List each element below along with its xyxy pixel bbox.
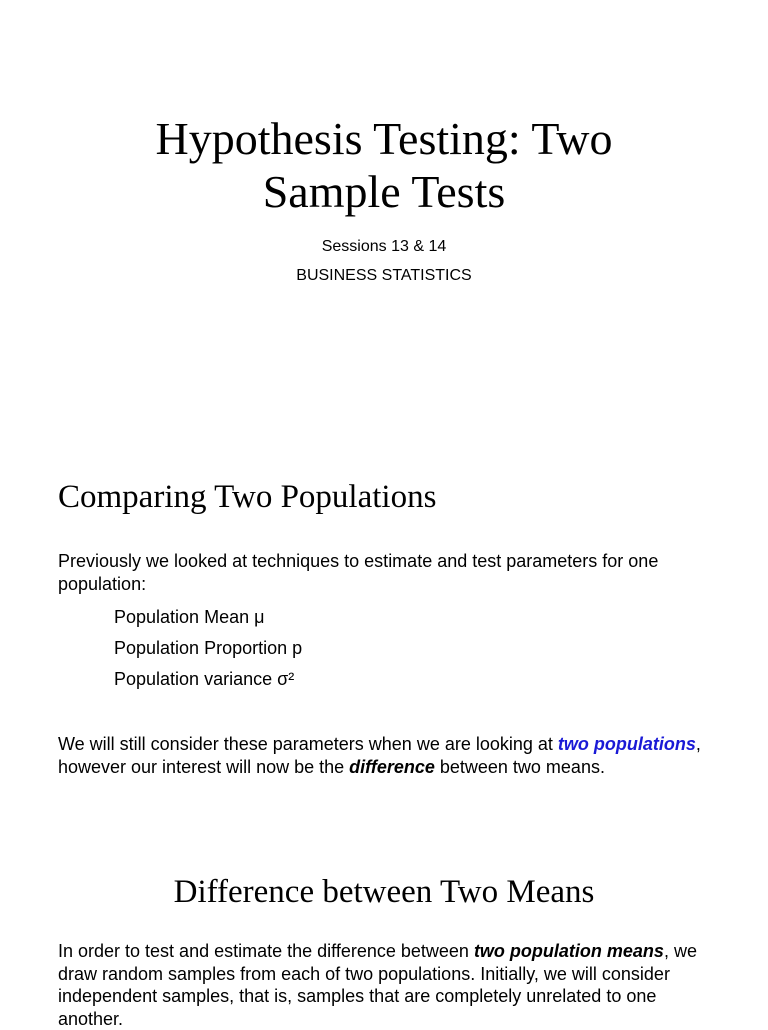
slide-title bbox=[0, 112, 768, 218]
text-run: , however our interest will now be the bbox=[58, 734, 701, 777]
subtitle-sessions: Sessions 13 & 14 bbox=[321, 238, 447, 255]
parameter-list bbox=[114, 602, 718, 695]
difference-paragraph bbox=[58, 733, 718, 779]
section-heading: Comparing Two Populations bbox=[58, 479, 437, 515]
comparing-populations-slide bbox=[58, 477, 718, 779]
list-item: Population variance σ² bbox=[114, 669, 295, 689]
list-item: Population Mean μ bbox=[114, 607, 265, 627]
list-item: Population Proportion p bbox=[114, 638, 303, 658]
intro-paragraph: Previously we looked at techniques to estimate and test parameters for one population: bbox=[58, 551, 659, 594]
text-run: , we draw random samples from each of two populations. Initially, we will consider independent samples, that is, samples that are completely unrelated to one another. bbox=[58, 941, 697, 1029]
title-slide bbox=[0, 112, 768, 286]
text-run: between two means. bbox=[434, 757, 605, 777]
subtitle-course: BUSINESS STATISTICS bbox=[296, 267, 472, 284]
title-line-2: Sample Tests bbox=[262, 166, 506, 217]
emphasis-two-population-means: two population means bbox=[473, 941, 664, 961]
difference-means-heading: Difference between Two Means bbox=[173, 874, 595, 910]
text-run: In order to test and estimate the difference between bbox=[58, 941, 474, 961]
emphasis-two-populations: two populations bbox=[557, 734, 696, 754]
difference-means-paragraph bbox=[58, 940, 718, 1030]
text-run: We will still consider these parameters when we are looking at bbox=[58, 734, 558, 754]
title-line-1: Hypothesis Testing: Two bbox=[155, 113, 613, 164]
emphasis-difference: difference bbox=[349, 757, 435, 777]
